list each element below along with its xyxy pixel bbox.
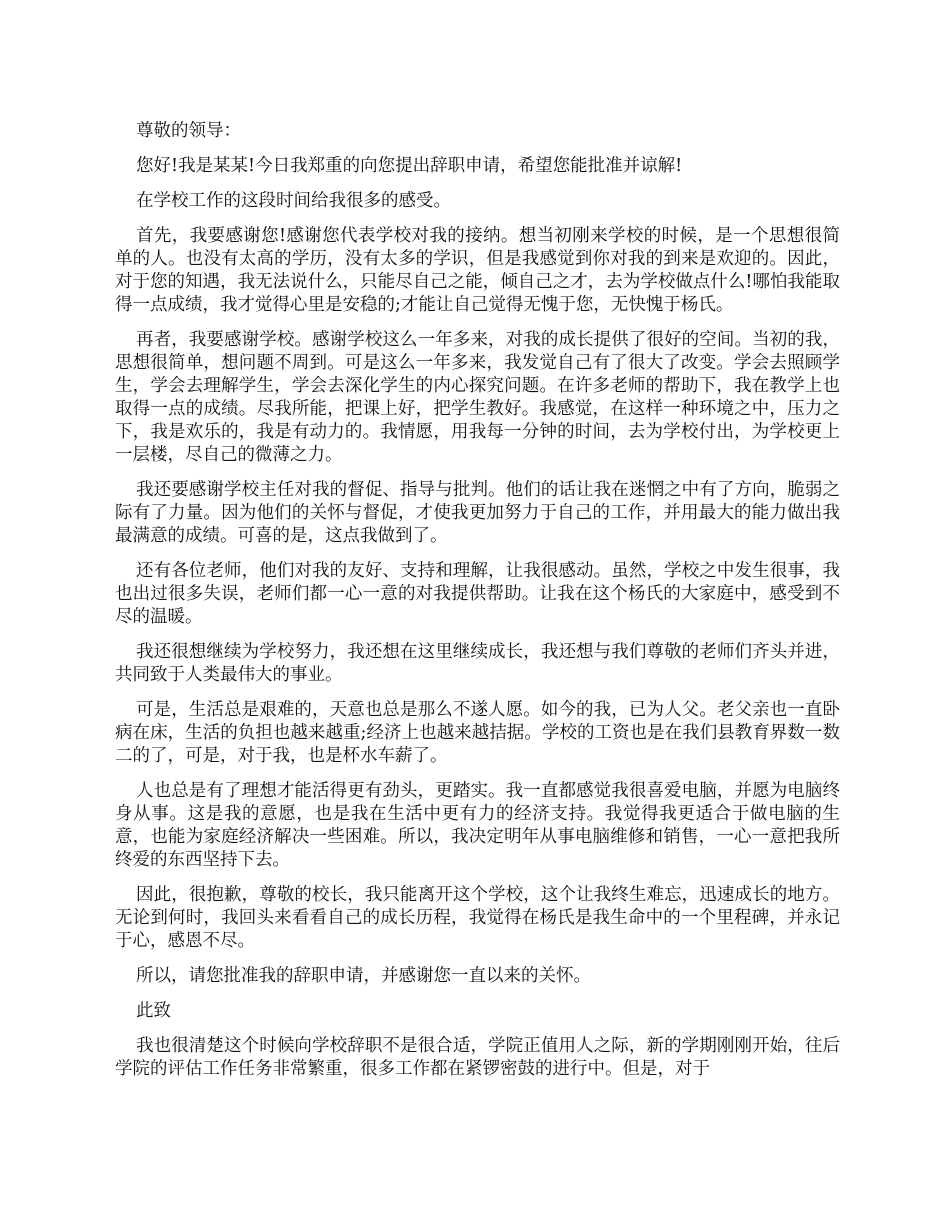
letter-body [115,120,840,1093]
paragraph-thanks-teachers: 还有各位老师，他们对我的友好、支持和理解，让我很感动。虽然，学校之中发生很事，我也出过很多失误，老师们都一心一意的对我提供帮助。让我在这个杨氏的大家庭中，感受到不尽的温暖。 [115,561,840,627]
paragraph-request: 所以，请您批准我的辞职申请，并感谢您一直以来的关怀。 [136,966,591,986]
closing-zhici: 此致 [136,1001,171,1021]
paragraph-thanks-school: 再者，我要感谢学校。感谢学校这么一年多来，对我的成长提供了很好的空间。当初的我，思想很简单，想问题不周到。可是这么一年多来，我发觉自己有了很大了改变。学会去照顾学生，学会去理解学生，学会去深化学生的内心探究问题。在许多老师的帮助下，我在教学上也取得一点的成绩。尽我所能，把课上好，把学生教好。我感觉，在这样一种环境之中，压力之下，我是欢乐的，我是有动力的。我情愿，用我每一分钟的时间，去为学校付出，为学校更上一层楼，尽自己的微薄之力。 [115,330,840,465]
paragraph-ideal: 人也总是有了理想才能活得更有劲头，更踏实。我一直都感觉我很喜爱电脑，并愿为电脑终身从事。这是我的意愿，也是我在生活中更有力的经济支持。我觉得我更适合于做电脑的生意，也能为家庭经济解决一些困难。所以，我决定明年从事电脑维修和销售，一心一意把我所终爱的东西坚持下去。 [115,781,840,870]
salutation: 尊敬的领导： [136,121,241,141]
paragraph-wish-to-stay: 我还很想继续为学校努力，我还想在这里继续成长，我还想与我们尊敬的老师们齐头并进，共同致于人类最伟大的事业。 [115,642,840,685]
paragraph-hardship: 可是，生活总是艰难的，天意也总是那么不遂人愿。如今的我，已为人父。老父亲也一直卧病在床，生活的负担也越来越重;经济上也越来越拮据。学校的工资也是在我们县教育界数一数二的了，可是，对于我，也是杯水车薪了。 [115,700,840,766]
paragraph-apology: 因此，很抱歉，尊敬的校长，我只能离开这个学校，这个让我终生难忘，迅速成长的地方。无论到何时，我回头来看看自己的成长历程，我觉得在杨氏是我生命中的一个里程碑，并永记于心，感恩不尽。 [115,885,840,951]
paragraph-feelings: 在学校工作的这段时间给我很多的感受。 [136,191,451,211]
paragraph-thanks-leader: 首先，我要感谢您!感谢您代表学校对我的接纳。想当初刚来学校的时候，是一个思想很简单的人。也没有太高的学历，没有太多的学识，但是我感觉到你对我的到来是欢迎的。因此，对于您的知遇，我无法说什么，只能尽自己之能，倾自己之才，去为学校做点什么!哪怕我能取得一点成绩，我才觉得心里是安稳的;才能让自己觉得无愧于您，无快愧于杨氏。 [115,226,840,315]
paragraph-timing: 我也很清楚这个时候向学校辞职不是很合适，学院正值用人之际，新的学期刚刚开始，往后学院的评估工作任务非常繁重，很多工作都在紧锣密鼓的进行中。但是，对于 [115,1036,840,1079]
paragraph-greeting: 您好!我是某某!今日我郑重的向您提出辞职申请，希望您能批准并谅解! [136,156,683,176]
paragraph-thanks-director: 我还要感谢学校主任对我的督促、指导与批判。他们的话让我在迷惘之中有了方向，脆弱之际有了力量。因为他们的关怀与督促，才使我更加努力于自己的工作，并用最大的能力做出我最满意的成绩。可喜的是，这点我做到了。 [115,480,840,546]
